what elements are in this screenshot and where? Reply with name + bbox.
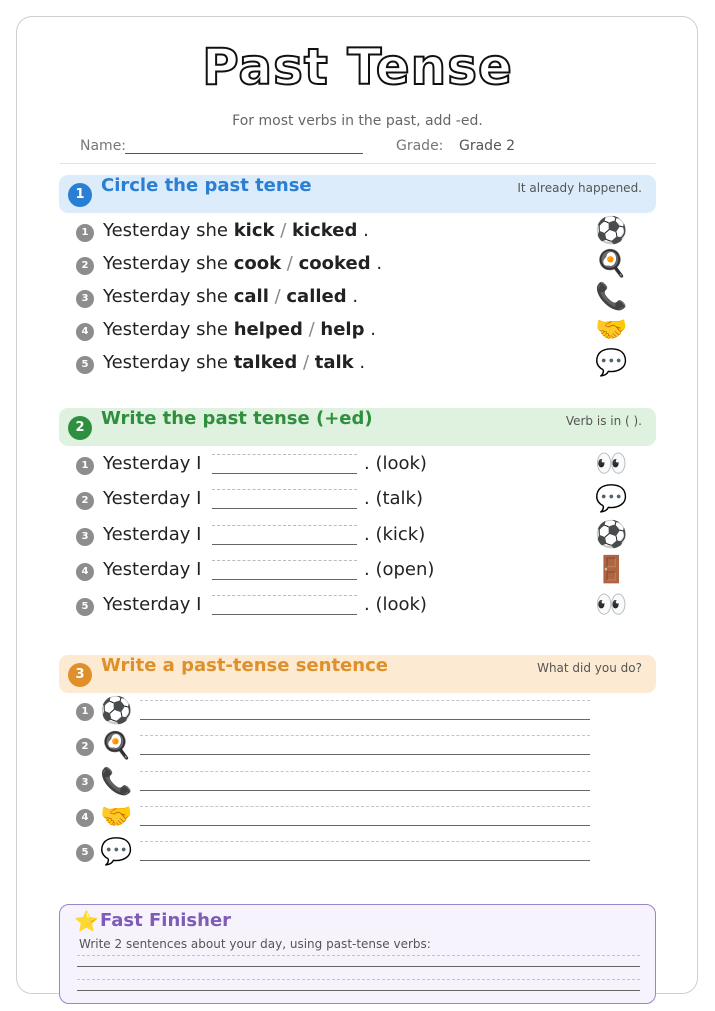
sentence-prefix: Yesterday I bbox=[103, 524, 202, 545]
fast-finisher-instructions: Write 2 sentences about your day, using past-tense verbs: bbox=[79, 937, 431, 951]
answer-blank[interactable] bbox=[212, 489, 357, 509]
sentence-prefix: Yesterday I bbox=[103, 453, 202, 474]
circle-sentence bbox=[103, 220, 369, 241]
verb-option-2[interactable]: cooked bbox=[298, 253, 371, 274]
picture-icon: 🤝 bbox=[595, 315, 628, 345]
slash-separator: / bbox=[302, 319, 321, 340]
picture-icon: ⚽ bbox=[100, 696, 133, 726]
verb-option-2[interactable]: called bbox=[286, 286, 347, 307]
sentence-writing-line[interactable] bbox=[140, 806, 590, 826]
verb-hint: . (open) bbox=[364, 559, 435, 580]
answer-blank[interactable] bbox=[212, 454, 357, 474]
sentence-prefix: Yesterday she bbox=[103, 352, 228, 373]
verb-hint: . (talk) bbox=[364, 488, 424, 509]
verb-option-1[interactable]: talked bbox=[233, 352, 298, 373]
picture-icon: 💬 bbox=[100, 837, 133, 867]
item-number: 1 bbox=[76, 703, 94, 721]
sentence-end: . bbox=[363, 220, 369, 241]
section-2-title: Write the past tense (+ed) bbox=[101, 408, 373, 429]
verb-option-1[interactable]: helped bbox=[233, 319, 303, 340]
picture-icon: 🚪 bbox=[595, 555, 628, 585]
header-divider bbox=[60, 163, 656, 164]
picture-icon: 🍳 bbox=[595, 249, 628, 279]
sentence-prefix: Yesterday she bbox=[103, 220, 228, 241]
grade-value: Grade 2 bbox=[459, 138, 516, 154]
circle-sentence bbox=[103, 286, 358, 307]
slash-separator: / bbox=[268, 286, 287, 307]
section-3-number: 3 bbox=[68, 663, 92, 687]
section-3-title: Write a past-tense sentence bbox=[101, 655, 388, 676]
item-number: 5 bbox=[76, 844, 94, 862]
section-1-title: Circle the past tense bbox=[101, 175, 312, 196]
section-1-number: 1 bbox=[68, 183, 92, 207]
answer-blank[interactable] bbox=[212, 525, 357, 545]
picture-icon: 🍳 bbox=[100, 731, 133, 761]
sentence-writing-line[interactable] bbox=[140, 841, 590, 861]
name-field[interactable] bbox=[125, 153, 363, 154]
section-2-number: 2 bbox=[68, 416, 92, 440]
picture-icon: 📞 bbox=[100, 767, 133, 797]
item-number: 3 bbox=[76, 528, 94, 546]
slash-separator: / bbox=[297, 352, 315, 373]
section-1-note: It already happened. bbox=[517, 181, 642, 195]
item-number: 2 bbox=[76, 738, 94, 756]
picture-icon: 👀 bbox=[595, 590, 628, 620]
picture-icon: 💬 bbox=[595, 348, 628, 378]
picture-icon: 🤝 bbox=[100, 802, 133, 832]
item-number: 4 bbox=[76, 809, 94, 827]
verb-option-2[interactable]: help bbox=[320, 319, 365, 340]
verb-option-1[interactable]: cook bbox=[233, 253, 282, 274]
sentence-end: . bbox=[359, 352, 366, 373]
verb-hint: . (look) bbox=[364, 453, 427, 474]
item-number: 4 bbox=[76, 563, 94, 581]
name-label: Name: bbox=[80, 138, 127, 154]
sentence-end: . bbox=[352, 286, 359, 307]
picture-icon: ⚽ bbox=[595, 520, 628, 550]
sentence-writing-line[interactable] bbox=[140, 771, 590, 791]
picture-icon: 💬 bbox=[595, 484, 628, 514]
sentence-writing-line[interactable] bbox=[140, 700, 590, 720]
sentence-prefix: Yesterday I bbox=[103, 594, 202, 615]
picture-icon: 👀 bbox=[595, 449, 628, 479]
item-number: 1 bbox=[76, 224, 94, 242]
sentence-end: . bbox=[376, 253, 383, 274]
sentence-prefix: Yesterday I bbox=[103, 488, 202, 509]
sentence-prefix: Yesterday I bbox=[103, 559, 202, 580]
verb-option-1[interactable]: kick bbox=[233, 220, 275, 241]
fast-finisher-line-1[interactable] bbox=[77, 955, 640, 967]
item-number: 2 bbox=[76, 257, 94, 275]
verb-option-1[interactable]: call bbox=[233, 286, 269, 307]
verb-option-2[interactable]: kicked bbox=[292, 220, 358, 241]
sentence-prefix: Yesterday she bbox=[103, 253, 228, 274]
page-subtitle: For most verbs in the past, add -ed. bbox=[232, 113, 483, 129]
circle-sentence bbox=[103, 352, 365, 373]
sentence-writing-line[interactable] bbox=[140, 735, 590, 755]
verb-hint: . (look) bbox=[364, 594, 427, 615]
star-icon: ⭐ bbox=[74, 909, 99, 933]
section-2-note: Verb is in ( ). bbox=[565, 414, 642, 428]
section-3-note: What did you do? bbox=[537, 661, 642, 675]
answer-blank[interactable] bbox=[212, 595, 357, 615]
fast-finisher-title: Fast Finisher bbox=[100, 910, 232, 931]
grade-label: Grade: bbox=[396, 138, 444, 154]
verb-option-2[interactable]: talk bbox=[314, 352, 354, 373]
item-number: 3 bbox=[76, 774, 94, 792]
item-number: 3 bbox=[76, 290, 94, 308]
item-number: 5 bbox=[76, 356, 94, 374]
item-number: 2 bbox=[76, 492, 94, 510]
verb-hint: . (kick) bbox=[364, 524, 426, 545]
item-number: 5 bbox=[76, 598, 94, 616]
page-title: Past Tense bbox=[202, 38, 513, 96]
circle-sentence bbox=[103, 319, 376, 340]
picture-icon: ⚽ bbox=[595, 216, 628, 246]
answer-blank[interactable] bbox=[212, 560, 357, 580]
slash-separator: / bbox=[274, 220, 292, 241]
picture-icon: 📞 bbox=[595, 282, 628, 312]
circle-sentence bbox=[103, 253, 382, 274]
item-number: 4 bbox=[76, 323, 94, 341]
sentence-end: . bbox=[370, 319, 376, 340]
fast-finisher-line-2[interactable] bbox=[77, 979, 640, 991]
sentence-prefix: Yesterday she bbox=[103, 319, 228, 340]
slash-separator: / bbox=[281, 253, 299, 274]
sentence-prefix: Yesterday she bbox=[103, 286, 228, 307]
item-number: 1 bbox=[76, 457, 94, 475]
